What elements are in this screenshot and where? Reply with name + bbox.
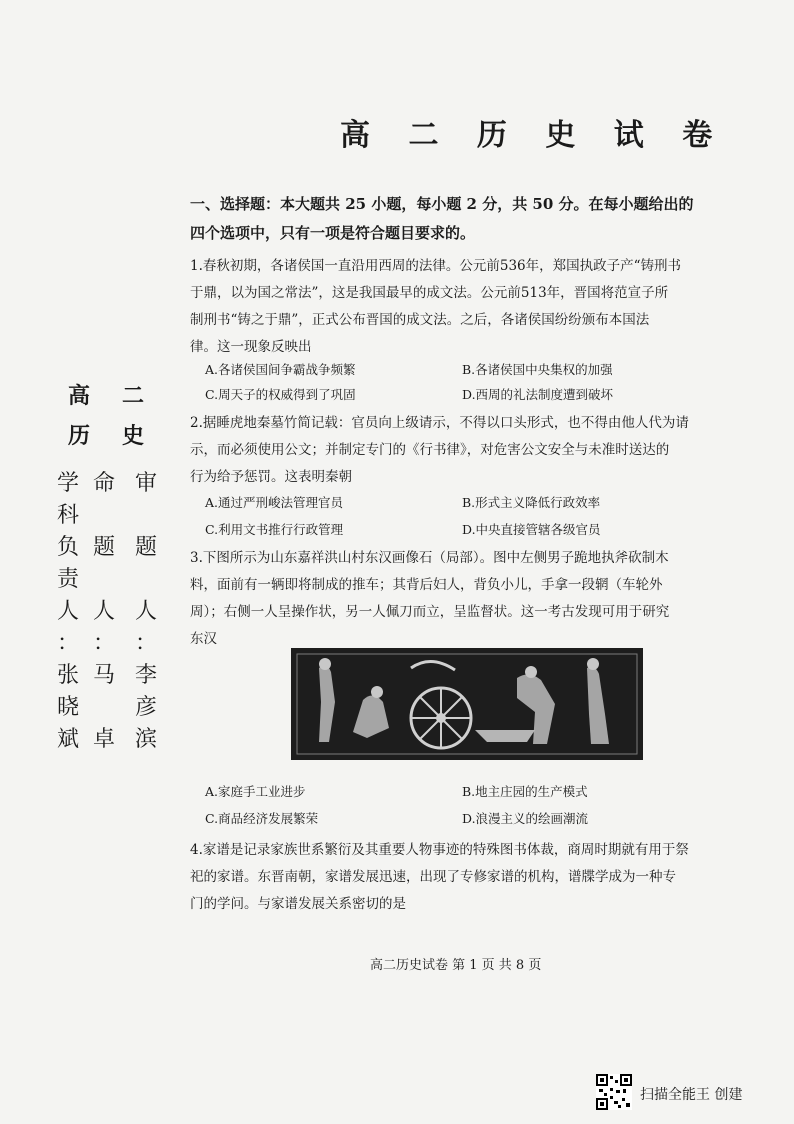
question-1-option-d: D.西周的礼法制度遭到破坏 xyxy=(462,387,614,402)
question-3-text: 周）；右侧一人呈操作状，另一人佩刀而立，呈监督状。这一考古发现可用于研究 xyxy=(190,604,670,620)
question-3-text: 东汉 xyxy=(190,631,217,647)
page-footer: 高二历史试卷 第 1 页 共 8 页 xyxy=(370,958,542,973)
qr-code-icon xyxy=(596,1074,632,1110)
side-col-author: 命 题 人 ： 马 卓 xyxy=(92,471,115,752)
relief-illustration xyxy=(291,648,643,760)
question-2-text: 行为给予惩罚。这表明秦朝 xyxy=(190,469,352,485)
question-2-option-c: C.利用文书推行行政管理 xyxy=(205,522,344,537)
question-4-text: 祀的家谱。东晋南朝，家谱发展迅速，出现了专修家谱的机构，谱牒学成为一种专 xyxy=(190,869,676,885)
side-col-reviewer: 审 题 人 ： 李 彦 滨 xyxy=(134,471,157,752)
question-1-option-c: C.周天子的权威得到了巩固 xyxy=(205,387,356,402)
question-2-option-a: A.通过严刑峻法管理官员 xyxy=(205,495,344,510)
question-1-text: 1.春秋初期，各诸侯国一直沿用西周的法律。公元前536年，郑国执政子产“铸刑书 xyxy=(190,258,682,274)
question-4-text: 4.家谱是记录家族世系繁衍及其重要人物事迹的特殊图书体裁，商周时期就有用于祭 xyxy=(190,842,689,858)
question-3-option-b: B.地主庄园的生产模式 xyxy=(462,784,588,799)
question-3-option-a: A.家庭手工业进步 xyxy=(205,784,306,799)
section-heading: 一、选择题：本大题共 25 小题，每小题 2 分，共 50 分。在每小题给出的 xyxy=(190,195,694,213)
question-2-text: 示，而必须使用公文；并制定专门的《行书律》，对危害公文安全与未准时送达的 xyxy=(190,442,670,458)
question-1-option-a: A.各诸侯国间争霸战争频繁 xyxy=(205,362,356,377)
question-1-text: 律。这一现象反映出 xyxy=(190,339,312,355)
question-3-text: 料，面前有一辆即将制成的推车；其背后妇人，背负小儿，手拿一段辋（车轮外 xyxy=(190,577,663,593)
question-1-option-b: B.各诸侯国中央集权的加强 xyxy=(462,362,613,377)
side-grade: 高 二 xyxy=(68,383,145,409)
question-4-text: 门的学问。与家谱发展关系密切的是 xyxy=(190,896,406,912)
question-3-text: 3.下图所示为山东嘉祥洪山村东汉画像石（局部）。图中左侧男子跪地执斧砍制木 xyxy=(190,550,669,566)
question-2-option-b: B.形式主义降低行政效率 xyxy=(462,495,601,510)
section-heading: 四个选项中，只有一项是符合题目要求的。 xyxy=(190,224,476,242)
scanner-brand: 扫描全能王 创建 xyxy=(640,1087,743,1103)
question-2-text: 2.据睡虎地秦墓竹简记载：官员向上级请示，不得以口头形式，也不得由他人代为请 xyxy=(190,415,689,431)
page-title: 高 二 历 史 试 卷 xyxy=(340,118,727,153)
question-3-option-c: C.商品经济发展繁荣 xyxy=(205,811,319,826)
question-2-option-d: D.中央直接管辖各级官员 xyxy=(462,522,601,537)
stone-relief-image xyxy=(291,648,643,760)
question-1-text: 于鼎，以为国之常法”，这是我国最早的成文法。公元前513年，晋国将范宣子所 xyxy=(190,285,669,301)
question-3-option-d: D.浪漫主义的绘画潮流 xyxy=(462,811,589,826)
side-col-subject-lead: 学 科 负 责 人 ： 张 晓 斌 xyxy=(56,471,79,752)
question-1-text: 制刑书“铸之于鼎”，正式公布晋国的成文法。之后，各诸侯国纷纷颁布本国法 xyxy=(190,312,650,328)
side-subject: 历 史 xyxy=(68,423,145,449)
